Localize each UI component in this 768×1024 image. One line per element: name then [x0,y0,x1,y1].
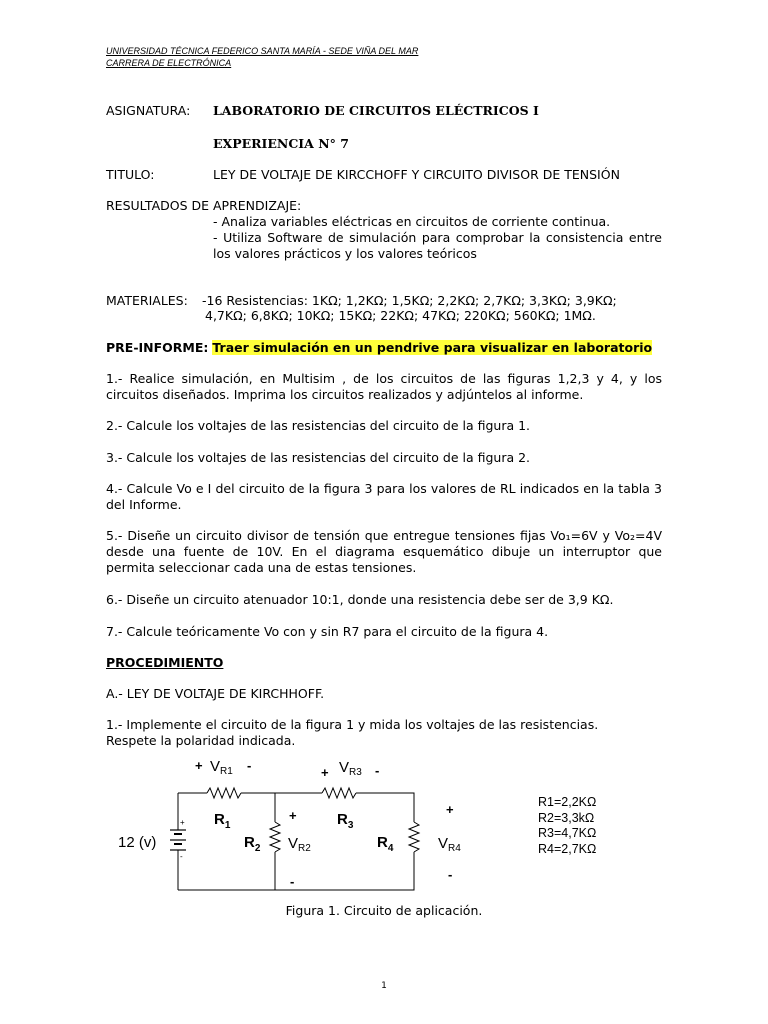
resultados-item-1: - Analiza variables eléctricas en circuitos de corriente continua. [213,214,611,229]
vr1-plus: + [195,758,203,773]
step-2: 2.- Calcule los voltajes de las resistencias del circuito de la figura 1. [106,418,531,433]
materiales-line-1: -16 Resistencias: 1KΩ; 1,2KΩ; 1,5KΩ; 2,2KΩ; 2,7KΩ; 3,3KΩ; 3,9KΩ; [202,293,617,308]
resistor-r1-symbol [207,788,241,798]
resistor-value-r3: R3=4,7KΩ [538,826,597,840]
titulo-value: LEY DE VOLTAJE DE KIRCCHOFF Y CIRCUITO DIVISOR DE TENSIÓN [213,167,620,182]
resistor-values-list [538,795,596,857]
resistor-value-r1: R1=2,2KΩ [538,795,597,809]
resistor-value-r4: R4=2,7KΩ [538,841,597,856]
section-a-title: A.- LEY DE VOLTAJE DE KIRCHHOFF. [106,686,325,701]
vr2-minus: - [290,874,295,889]
resultados-item-2b: los valores prácticos y los valores teóricos [213,246,477,261]
resistor-r3-symbol [322,788,356,798]
vr1-minus: - [247,758,252,773]
r3-label: $R_3$ [337,811,354,831]
source-label: 12 (v) [118,834,157,851]
step-5: 5.- Diseñe un circuito divisor de tensión que entregue tensiones fijas Vo₁=6V y Vo₂=4V desde una fuente de 10V. En el diagrama esquemático dibuje un interruptor que permita seleccionar cada una de estas tensiones. [106,528,662,575]
step-3: 3.- Calcule los voltajes de las resistencias del circuito de la figura 2. [106,450,531,465]
asignatura-label: ASIGNATURA: [106,103,191,118]
vr4-minus: - [448,867,453,882]
r1-label: $R_1$ [214,811,231,831]
step-1: 1.- Realice simulación, en Multisim , de los circuitos de las figuras 1,2,3 y 4, y los circuitos diseñados. Imprima los circuitos realizados y adjúntelos al informe. [106,371,662,402]
preinforme-row [106,340,662,356]
step-7: 7.- Calcule teóricamente Vo con y sin R7 para el circuito de la figura 4. [106,624,549,639]
procedure-step-1: 1.- Implemente el circuito de la figura 1 y mida los voltajes de las resistencias. Respete la polaridad indicada. [106,717,599,748]
step-6: 6.- Diseñe un circuito atenuador 10:1, donde una resistencia debe ser de 3,9 KΩ. [106,592,614,607]
battery-plus: + [180,818,185,827]
vr3-plus: + [321,765,329,780]
vr3-label: $V_{R3}$ [339,759,362,778]
asignatura-value: LABORATORIO DE CIRCUITOS ELÉCTRICOS I [213,103,539,118]
header-career: CARRERA DE ELECTRÓNICA [106,58,232,68]
step-4: 4.- Calcule Vo e I del circuito de la figura 3 para los valores de RL indicados en la tabla 3 del Informe. [106,481,662,512]
circuit-diagram [110,752,470,902]
r2-label: $R_2$ [244,834,261,854]
resistor-r2-symbol [270,822,280,852]
page-number: 1 [381,981,387,991]
resistor-value-r2: R2=3,3kΩ [538,810,595,825]
vr4-label: $V_{R4}$ [438,835,461,854]
battery-symbol [170,830,186,850]
vr1-label: $V_{R1}$ [210,758,233,777]
vr4-plus: + [446,802,454,817]
preinforme-highlight: Traer simulación en un pendrive para visualizar en laboratorio [212,340,653,355]
procedimiento-title: PROCEDIMIENTO [106,655,224,670]
titulo-label: TITULO: [106,167,155,182]
r4-label: $R_4$ [377,834,394,854]
vr2-label: $V_{R2}$ [288,835,311,854]
materiales-line-2: 4,7KΩ; 6,8KΩ; 10KΩ; 15KΩ; 22KΩ; 47KΩ; 220KΩ; 560KΩ; 1MΩ. [205,308,596,323]
vr3-minus: - [375,763,380,778]
resultados-label: RESULTADOS DE APRENDIZAJE: [106,198,302,213]
preinforme-label: PRE-INFORME: [106,340,209,355]
materiales-label: MATERIALES: [106,293,188,308]
vr2-plus: + [289,808,297,823]
figure-caption: Figura 1. Circuito de aplicación. [285,903,483,918]
header-university: UNIVERSIDAD TÉCNICA FEDERICO SANTA MARÍA - SEDE VIÑA DEL MAR [106,46,419,56]
document-header [106,45,418,69]
battery-minus: - [180,852,183,861]
resultados-item-2a: - Utiliza Software de simulación para comprobar la consistencia entre [213,230,662,245]
experiencia-number: EXPERIENCIA N° 7 [213,136,349,151]
resistor-r4-symbol [409,822,419,852]
